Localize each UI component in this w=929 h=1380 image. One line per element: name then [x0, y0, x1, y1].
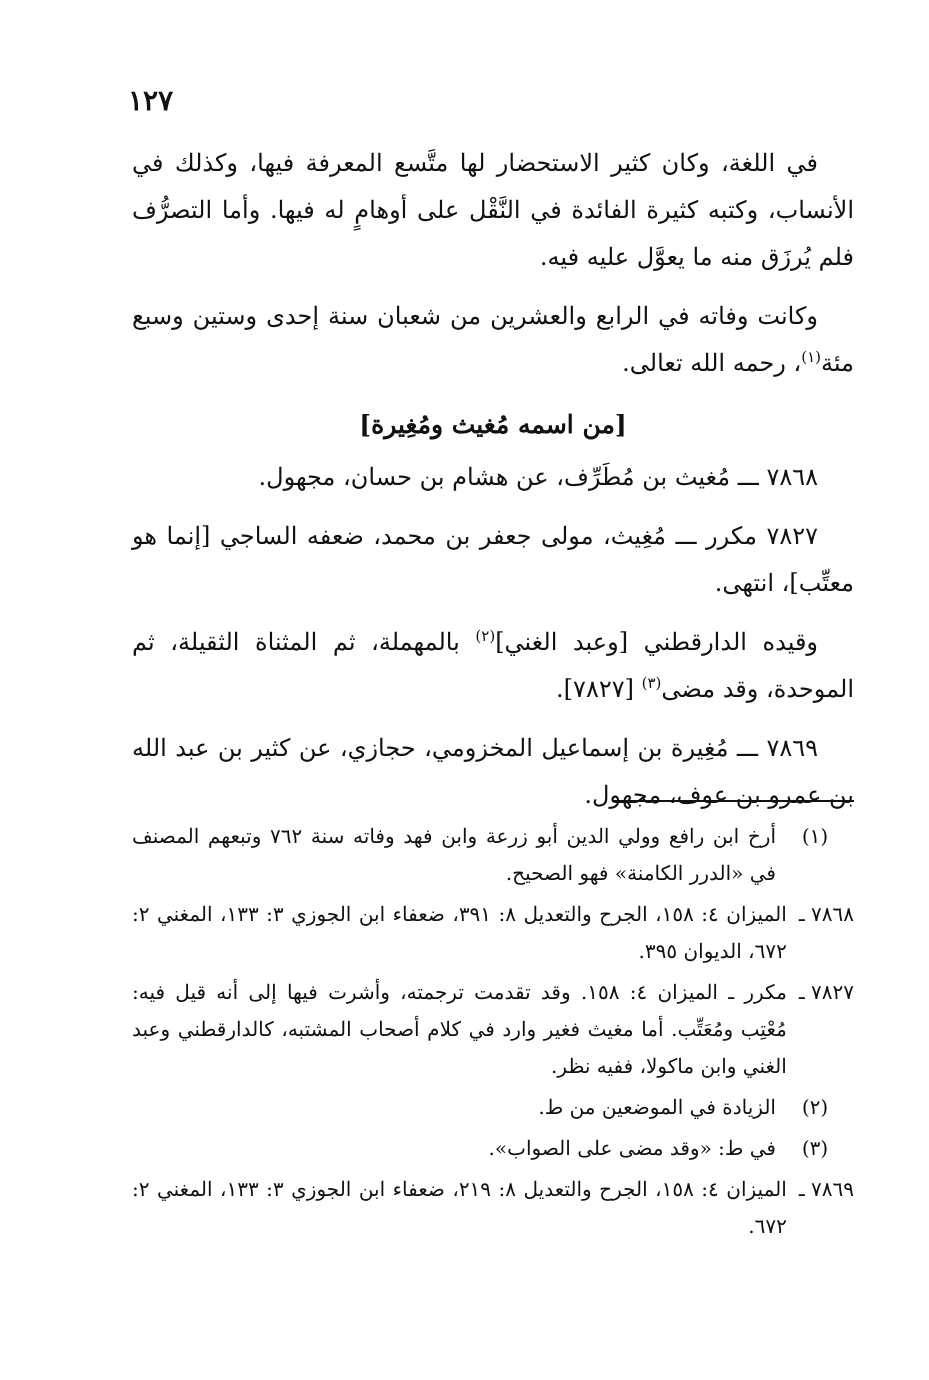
entry-7869: ٧٨٦٩ ـــ مُغِيرة بن إسماعيل المخزومي، حجازي، عن كثير بن عبد الله بن عمرو بن عوف، مجهول.: [132, 734, 854, 809]
footnote-label: (٢): [801, 1095, 829, 1119]
entry-7827: ٧٨٢٧ مكرر ـــ مُغِيث، مولى جعفر بن محمد، ضعفه الساجي [إنما هو معتِّب]، انتهى.: [132, 522, 854, 597]
footnote-7869: [132, 1171, 854, 1245]
footnote-2: [132, 1089, 854, 1126]
footnotes: [132, 818, 854, 1249]
entry-7868: ٧٨٦٨ ـــ مُغيث بن مُطَرِّف، عن هشام بن حسان، مجهول.: [258, 463, 818, 491]
footnote-ref-2: (٢): [475, 627, 496, 645]
footnote-label: (٣): [801, 1136, 829, 1160]
footnote-ref-3: (٣): [641, 674, 662, 692]
entry-7827-note: [132, 619, 854, 713]
footnote-ref-1: (١): [801, 348, 822, 366]
footnote-text: أرخ ابن رافع وولي الدين أبو زرعة وابن فهد وفاته سنة ٧٦٢ وتبعهم المصنف في «الدرر الكامنة» فهو الصحيح.: [132, 824, 777, 885]
footnote-text: مكرر ـ الميزان ٤: ١٥٨. وقد تقدمت ترجمته، وأشرت فيها إلى أنه قيل فيه: مُعْتِب ومُعَتِّب. أما مغيث فغير وارد في كلام أصحاب المشتبه، كالدارقطني وعبد الغني وابن ماكولا، ففيه نظر.: [132, 980, 787, 1078]
main-text: [132, 140, 854, 831]
footnote-1: [132, 818, 854, 892]
footnote-separator: [612, 800, 854, 802]
footnote-text: في ط: «وقد مضى على الصواب».: [488, 1136, 776, 1160]
entry-7827-note-part-3: [٧٨٢٧].: [556, 675, 642, 703]
footnote-label: (١): [801, 824, 829, 848]
footnote-3: [132, 1130, 854, 1167]
footnote-text: الميزان ٤: ١٥٨، الجرح والتعديل ٨: ٣٩١، ضعفاء ابن الجوزي ٣: ١٣٣، المغني ٢: ٦٧٢، الديوان ٣٩٥.: [132, 902, 787, 963]
footnote-label: ٧٨٦٨ ـ: [798, 902, 854, 926]
page-number: ١٢٧: [128, 84, 174, 117]
footnote-text: الميزان ٤: ١٥٨، الجرح والتعديل ٨: ٢١٩، ضعفاء ابن الجوزي ٣: ١٣٣، المغني ٢: ٦٧٢.: [132, 1177, 787, 1238]
entry-7827-note-part-2: بالمهملة، ثم المثناة الثقيلة، ثم الموحدة، وقد مضى: [132, 628, 854, 703]
footnote-7827: [132, 974, 854, 1085]
section-heading: [من اسمه مُغيث ومُغِيرة]: [359, 410, 627, 439]
footnote-label: ٧٨٢٧ ـ: [798, 980, 854, 1004]
footnote-text: الزيادة في الموضعين من ط.: [538, 1095, 776, 1119]
paragraph-2-end: ، رحمه الله تعالى.: [622, 349, 802, 377]
paragraph-2: [132, 293, 854, 387]
paragraph-1: في اللغة، وكان كثير الاستحضار لها متَّسع المعرفة فيها، وكذلك في الأنساب، وكتبه كثيرة الفائدة في النَّقْل على أوهامٍ له فيها. وأما التصرُّف فلم يُرزَق منه ما يعوَّل عليه فيه.: [132, 149, 854, 271]
paragraph-2-text: وكانت وفاته في الرابع والعشرين من شعبان سنة إحدى وستين وسبع مئة: [132, 302, 854, 377]
footnote-7868: [132, 896, 854, 970]
entry-7827-note-part-1: وقيده الدارقطني [وعبد الغني]: [495, 628, 819, 656]
footnote-label: ٧٨٦٩ ـ: [798, 1177, 854, 1201]
